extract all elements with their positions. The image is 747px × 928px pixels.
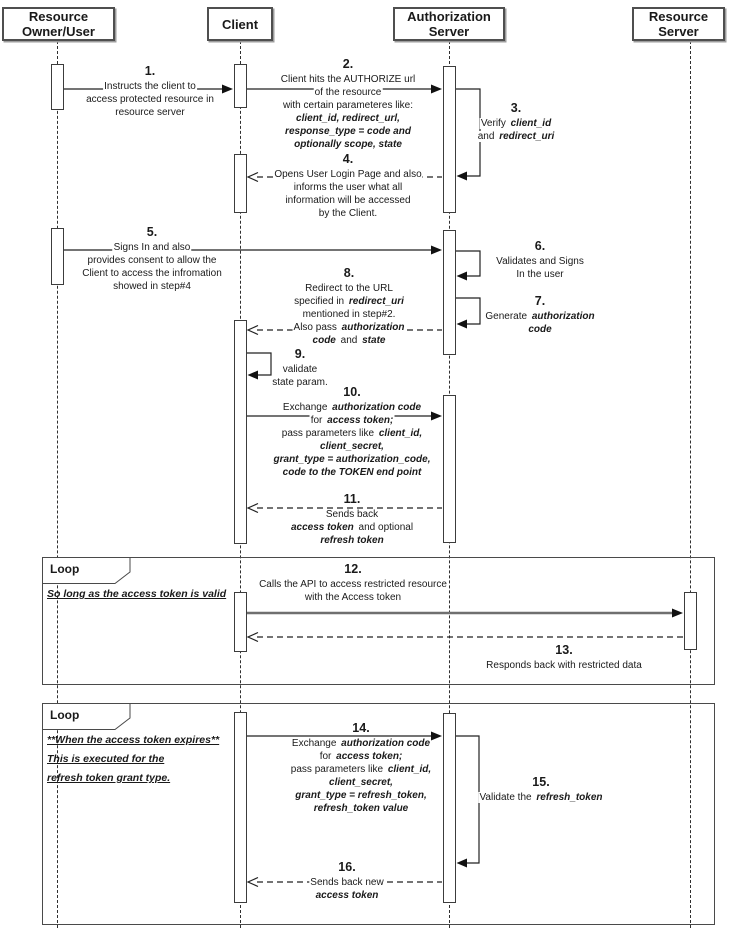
msg-10-exchange-code-line-2 <box>273 414 432 427</box>
msg-3-verify-client-id-text: and <box>477 131 498 142</box>
msg-1-instruct-client-text: 1. <box>144 64 156 78</box>
msg-14-exchange-refresh-text: refresh_token value <box>313 803 409 814</box>
loop-access-token-valid-condition <box>47 585 226 604</box>
msg-7-generate-auth-code-arrow <box>456 297 481 331</box>
arrowhead <box>431 732 442 741</box>
msg-9-validate-state-line-1 <box>271 363 329 376</box>
actor-resource-owner-user-name-line: Owner/User <box>22 24 95 39</box>
arrowhead <box>457 320 468 329</box>
msg-3-verify-client-id-line-1 <box>477 117 556 130</box>
msg-3-verify-client-id-text: client_id <box>510 118 552 129</box>
msg-13-responds-data-label <box>485 643 643 672</box>
activation-resource-owner-user-1 <box>51 228 64 285</box>
arrowhead <box>222 85 233 94</box>
msg-8-redirect-line-1 <box>293 282 406 295</box>
msg-4-open-login-page-line-4 <box>273 207 422 220</box>
actor-resource-owner-user <box>2 7 115 41</box>
msg-10-exchange-code-label <box>273 385 432 479</box>
msg-10-exchange-code-line-3 <box>273 427 432 440</box>
msg-10-exchange-code-text: client_id, <box>378 428 423 439</box>
actor-resource-server <box>632 7 725 41</box>
msg-10-exchange-code-text: 10. <box>343 385 361 399</box>
msg-4-open-login-page-text: informs the user what all <box>293 182 403 193</box>
arrowhead <box>457 172 468 181</box>
msg-12-call-api-line-1 <box>258 578 448 591</box>
msg-16-new-access-token-label <box>309 860 384 902</box>
msg-14-exchange-refresh-label <box>290 721 432 815</box>
msg-2-authorize-url-line-6 <box>280 138 416 151</box>
msg-12-call-api-line-2 <box>258 591 448 604</box>
msg-6-validates-signs-in-line-1 <box>495 255 585 268</box>
msg-12-call-api-text: Calls the API to access restricted resource <box>259 579 447 590</box>
msg-8-redirect-line-0 <box>293 266 406 282</box>
msg-15-validate-refresh-text: 15. <box>532 775 550 789</box>
msg-14-exchange-refresh-text: client_secret, <box>329 777 393 788</box>
msg-4-open-login-page-line-2 <box>273 181 422 194</box>
msg-14-exchange-refresh-text: client_id, <box>387 764 432 775</box>
activation-authorization-server-8 <box>443 230 456 355</box>
activation-client-4 <box>234 320 247 544</box>
msg-8-redirect-line-2 <box>293 295 406 308</box>
msg-16-new-access-token-text: access token <box>315 890 379 901</box>
msg-2-authorize-url-text: client_id, redirect_url, <box>296 113 400 124</box>
arrowhead <box>431 412 442 421</box>
msg-4-open-login-page-text: 4. <box>342 152 354 166</box>
open-arrowhead <box>248 326 258 335</box>
msg-11-sends-tokens-text: access token <box>290 522 354 533</box>
msg-11-sends-tokens-text: and optional <box>355 522 414 533</box>
actor-resource-owner-user-name-line: Resource <box>28 9 89 24</box>
msg-8-redirect-text: code <box>312 335 336 346</box>
actor-resource-server-name-line: Server <box>658 24 699 39</box>
arrowhead <box>457 272 468 281</box>
actor-client <box>207 7 273 41</box>
msg-8-redirect-text: and <box>337 335 361 346</box>
msg-14-exchange-refresh-line-3 <box>290 763 432 776</box>
msg-3-verify-client-id-label <box>477 101 556 143</box>
open-arrowhead <box>248 173 258 182</box>
msg-10-exchange-code-text: client_secret, <box>320 441 384 452</box>
msg-8-redirect-text: state <box>362 335 386 346</box>
loop-token-expired-condition <box>47 731 219 788</box>
msg-2-authorize-url-line-2 <box>280 86 416 99</box>
msg-5-signs-in-consent-text: showed in step#4 <box>113 281 191 292</box>
msg-10-exchange-code-text: pass parameters like <box>281 428 377 439</box>
msg-10-exchange-code-text: code to the TOKEN end point <box>282 467 422 478</box>
msg-15-validate-refresh-label <box>479 775 604 804</box>
msg-2-authorize-url-line-3 <box>280 99 416 112</box>
msg-5-signs-in-consent-text: provides consent to allow the <box>87 255 217 266</box>
msg-16-new-access-token-line-0 <box>309 860 384 876</box>
msg-6-validates-signs-in-text: 6. <box>534 239 546 253</box>
msg-9-validate-state-label <box>271 347 329 389</box>
msg-2-authorize-url-line-1 <box>280 73 416 86</box>
activation-authorization-server-7 <box>443 66 456 213</box>
msg-1-instruct-client-text: resource server <box>115 107 185 118</box>
msg-2-authorize-url-text: response_type = code and <box>285 126 411 137</box>
actor-resource-server-name-line: Resource <box>648 9 709 24</box>
msg-7-generate-auth-code-label <box>484 294 595 336</box>
loop-token-expired-condition-line: This is executed for the <box>47 753 165 765</box>
loop-token-expired-tab-label: Loop <box>50 708 80 722</box>
msg-15-validate-refresh-line-0 <box>479 775 604 791</box>
activation-client-6 <box>234 712 247 903</box>
msg-3-verify-client-id-line-2 <box>477 130 556 143</box>
msg-14-exchange-refresh-text: Exchange <box>291 738 340 749</box>
msg-7-generate-auth-code-line-2 <box>484 323 595 336</box>
msg-6-validates-signs-in-arrow <box>456 250 481 283</box>
msg-8-redirect-text: redirect_uri <box>348 296 404 307</box>
activation-client-2 <box>234 64 247 108</box>
msg-14-exchange-refresh-line-1 <box>290 737 432 750</box>
msg-14-exchange-refresh-text: for <box>319 751 335 762</box>
loop-access-token-valid-tab-label: Loop <box>50 562 80 576</box>
msg-4-open-login-page-text: Opens User Login Page and also <box>274 169 422 180</box>
msg-16-new-access-token-line-2 <box>309 889 384 902</box>
msg-5-signs-in-consent-line-3 <box>81 267 223 280</box>
msg-8-redirect-text: Redirect to the URL <box>305 283 393 294</box>
msg-2-authorize-url-text: Client hits the AUTHORIZE url <box>280 74 416 85</box>
msg-8-redirect-label <box>293 266 406 347</box>
msg-13-responds-data-line-1 <box>485 659 643 672</box>
msg-2-authorize-url-label <box>280 57 416 151</box>
msg-12-call-api-arrow <box>247 606 684 620</box>
msg-14-exchange-refresh-line-4 <box>290 776 432 789</box>
msg-12-call-api-label <box>258 562 448 604</box>
msg-14-exchange-refresh-text: authorization code <box>341 738 431 749</box>
msg-15-validate-refresh-text: refresh_token <box>536 792 603 803</box>
msg-8-redirect-line-4 <box>293 321 406 334</box>
msg-10-exchange-code-line-5 <box>273 453 432 466</box>
activation-client-3 <box>234 154 247 213</box>
msg-2-authorize-url-text: 2. <box>342 57 354 71</box>
msg-5-signs-in-consent-line-2 <box>81 254 223 267</box>
msg-10-exchange-code-line-0 <box>273 385 432 401</box>
msg-5-signs-in-consent-text: Client to access the infromation <box>82 268 222 279</box>
msg-13-responds-data-line-0 <box>485 643 643 659</box>
msg-10-exchange-code-line-1 <box>273 401 432 414</box>
actor-authorization-server-name-line: Authorization <box>407 9 491 24</box>
msg-9-validate-state-text: 9. <box>294 347 306 361</box>
loop-token-expired-condition-line: refresh token grant type. <box>47 772 171 784</box>
arrowhead <box>431 246 442 255</box>
activation-resource-owner-user-0 <box>51 64 64 110</box>
msg-11-sends-tokens-text: refresh token <box>320 535 384 546</box>
msg-14-exchange-refresh-line-5 <box>290 789 432 802</box>
msg-7-generate-auth-code-text: 7. <box>534 294 546 308</box>
msg-14-exchange-refresh-text: pass parameters like <box>290 764 386 775</box>
msg-8-redirect-text: authorization <box>341 322 405 333</box>
msg-14-exchange-refresh-text: grant_type = refresh_token, <box>295 790 427 801</box>
msg-4-open-login-page-label <box>273 152 422 220</box>
arrowhead <box>457 859 468 868</box>
msg-6-validates-signs-in-line-2 <box>495 268 585 281</box>
msg-3-verify-client-id-text: 3. <box>510 101 522 115</box>
msg-11-sends-tokens-line-0 <box>290 492 414 508</box>
msg-2-authorize-url-line-5 <box>280 125 416 138</box>
open-arrowhead <box>248 504 258 513</box>
msg-16-new-access-token-text: 16. <box>338 860 356 874</box>
msg-8-redirect-text: Also pass <box>293 322 340 333</box>
msg-10-exchange-code-line-6 <box>273 466 432 479</box>
msg-1-instruct-client-text: access protected resource in <box>86 94 214 105</box>
actor-authorization-server <box>393 7 505 41</box>
msg-7-generate-auth-code-text: authorization <box>531 311 595 322</box>
msg-14-exchange-refresh-text: access token; <box>336 751 403 762</box>
msg-6-validates-signs-in-text: Validates and Signs <box>496 256 584 267</box>
loop-access-token-valid-condition-line: So long as the access token is valid <box>47 588 227 600</box>
msg-2-authorize-url-text: with certain parameteres like: <box>282 100 414 111</box>
msg-1-instruct-client-line-3 <box>85 106 215 119</box>
msg-10-exchange-code-line-4 <box>273 440 432 453</box>
msg-3-verify-client-id-text: redirect_uri <box>499 131 555 142</box>
msg-7-generate-auth-code-text: Generate <box>485 311 530 322</box>
msg-12-call-api-text: with the Access token <box>304 592 402 603</box>
msg-13-responds-data-text: 13. <box>555 643 573 657</box>
msg-6-validates-signs-in-text: In the user <box>516 269 564 280</box>
msg-4-open-login-page-text: information will be accessed <box>285 195 411 206</box>
msg-15-validate-refresh-line-1 <box>479 791 604 804</box>
open-arrowhead <box>248 878 258 887</box>
msg-9-validate-state-line-0 <box>271 347 329 363</box>
msg-12-call-api-line-0 <box>258 562 448 578</box>
msg-1-instruct-client-line-1 <box>85 80 215 93</box>
msg-7-generate-auth-code-line-1 <box>484 310 595 323</box>
msg-9-validate-state-arrow <box>247 352 272 382</box>
actor-authorization-server-name-line: Server <box>428 24 470 39</box>
msg-10-exchange-code-text: for <box>310 415 326 426</box>
msg-8-redirect-text: specified in <box>294 296 347 307</box>
msg-14-exchange-refresh-line-2 <box>290 750 432 763</box>
msg-1-instruct-client-line-2 <box>85 93 215 106</box>
msg-15-validate-refresh-text: Validate the <box>479 792 535 803</box>
msg-12-call-api-text: 12. <box>344 562 362 576</box>
activation-resource-server-11 <box>684 592 697 650</box>
msg-1-instruct-client-label <box>85 64 215 119</box>
msg-6-validates-signs-in-label <box>495 239 585 281</box>
msg-7-generate-auth-code-line-0 <box>484 294 595 310</box>
msg-11-sends-tokens-label <box>290 492 414 547</box>
msg-5-signs-in-consent-line-4 <box>81 280 223 293</box>
msg-5-signs-in-consent-label <box>81 225 223 293</box>
msg-1-instruct-client-line-0 <box>85 64 215 80</box>
msg-9-validate-state-text: validate <box>282 364 318 375</box>
msg-8-redirect-line-5 <box>293 334 406 347</box>
open-arrowhead <box>248 633 258 642</box>
activation-client-5 <box>234 592 247 652</box>
msg-4-open-login-page-line-0 <box>273 152 422 168</box>
msg-4-open-login-page-line-1 <box>273 168 422 181</box>
msg-16-new-access-token-text: Sends back new <box>310 877 384 888</box>
msg-10-exchange-code-text: authorization code <box>332 402 422 413</box>
msg-4-open-login-page-line-3 <box>273 194 422 207</box>
msg-11-sends-tokens-text: 11. <box>343 492 361 506</box>
msg-2-authorize-url-text: optionally scope, state <box>294 139 402 150</box>
msg-5-signs-in-consent-line-1 <box>81 241 223 254</box>
msg-14-exchange-refresh-line-0 <box>290 721 432 737</box>
msg-5-signs-in-consent-line-0 <box>81 225 223 241</box>
msg-2-authorize-url-text: of the resource <box>314 87 382 98</box>
msg-10-exchange-code-text: grant_type = authorization_code, <box>273 454 431 465</box>
msg-7-generate-auth-code-text: code <box>528 324 552 335</box>
msg-4-open-login-page-text: by the Client. <box>318 208 378 219</box>
msg-8-redirect-line-3 <box>293 308 406 321</box>
msg-11-sends-tokens-line-2 <box>290 521 414 534</box>
msg-5-signs-in-consent-text: Signs In and also <box>113 242 191 253</box>
msg-13-responds-data-text: Responds back with restricted data <box>486 660 642 671</box>
msg-14-exchange-refresh-line-6 <box>290 802 432 815</box>
msg-2-authorize-url-line-0 <box>280 57 416 73</box>
loop-token-expired-condition-line: **When the access token expires** <box>47 734 220 746</box>
arrowhead <box>672 609 683 618</box>
msg-16-new-access-token-line-1 <box>309 876 384 889</box>
msg-9-validate-state-text: state param. <box>272 377 328 388</box>
actor-client-name-line: Client <box>221 16 259 32</box>
msg-3-verify-client-id-line-0 <box>477 101 556 117</box>
msg-5-signs-in-consent-text: 5. <box>146 225 158 239</box>
arrowhead <box>431 85 442 94</box>
msg-8-redirect-text: 8. <box>343 266 355 280</box>
msg-13-responds-data-arrow <box>247 630 684 644</box>
msg-8-redirect-text: mentioned in step#2. <box>302 309 396 320</box>
activation-authorization-server-9 <box>443 395 456 543</box>
msg-1-instruct-client-text: Instructs the client to <box>104 81 196 92</box>
msg-6-validates-signs-in-line-0 <box>495 239 585 255</box>
msg-11-sends-tokens-line-3 <box>290 534 414 547</box>
msg-11-sends-tokens-text: Sends back <box>325 509 379 520</box>
msg-10-exchange-code-text: access token; <box>327 415 394 426</box>
arrowhead <box>248 371 259 380</box>
msg-15-validate-refresh-arrow <box>456 735 480 870</box>
msg-11-sends-tokens-line-1 <box>290 508 414 521</box>
msg-14-exchange-refresh-text: 14. <box>352 721 370 735</box>
activation-authorization-server-10 <box>443 713 456 903</box>
msg-3-verify-client-id-text: Verify <box>480 118 509 129</box>
msg-10-exchange-code-text: Exchange <box>282 402 331 413</box>
msg-2-authorize-url-line-4 <box>280 112 416 125</box>
